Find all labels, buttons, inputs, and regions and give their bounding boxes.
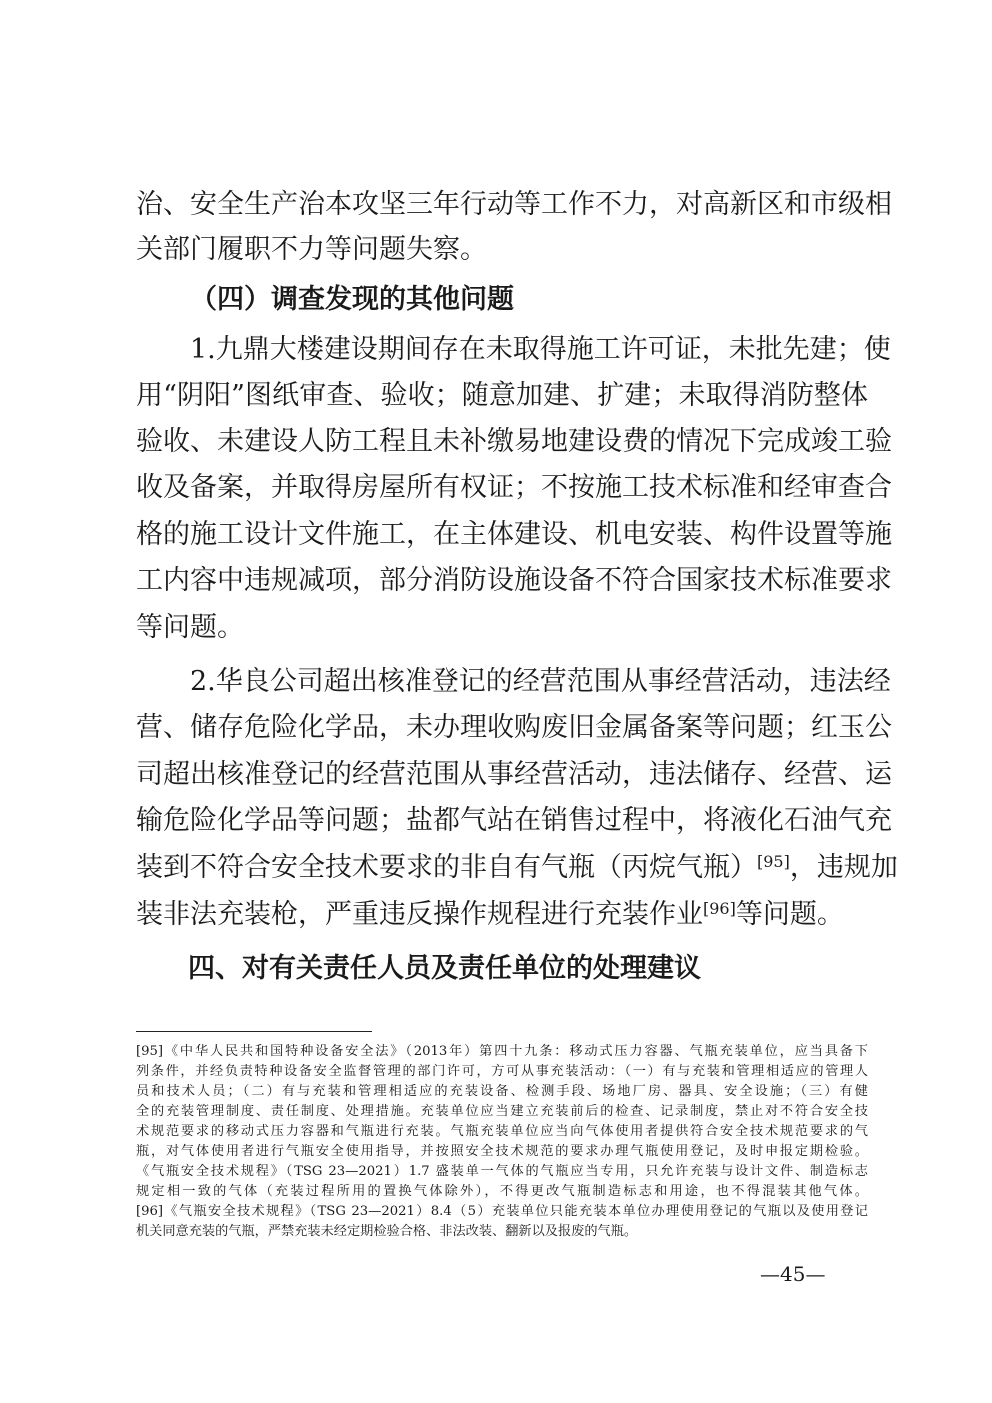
footnote-line: 《气瓶安全技术规程》（TSG 23—2021）1.7 盛装单一气体的气瓶应当专用，只允许充装与设计文件、制造标志 <box>136 1164 868 1179</box>
paragraph-1-line: 收及备案，并取得房屋所有权证；不按施工技术标准和经审查合 <box>136 472 892 503</box>
subheading: （四）调查发现的其他问题 <box>190 284 514 315</box>
paragraph-1-line: 格的施工设计文件施工，在主体建设、机电安装、构件设置等施 <box>136 519 892 550</box>
text-segment: 装非法充装枪，严重违反操作规程进行充装作业 <box>136 899 703 930</box>
paragraph-1-line: 工内容中违规减项，部分消防设施设备不符合国家技术标准要求 <box>136 565 892 596</box>
section-heading: 四、对有关责任人员及责任单位的处理建议 <box>188 953 701 984</box>
footnote-ref-96: [96] <box>703 899 736 918</box>
paragraph-2-line: 2.华良公司超出核准登记的经营范围从事经营活动，违法经 <box>190 666 891 697</box>
footnote-line: 机关同意充装的气瓶，严禁充装未经定期检验合格、非法改装、翻新以及报废的气瓶。 <box>136 1224 638 1239</box>
paragraph-2-line: 输危险化学品等问题；盐都气站在销售过程中，将液化石油气充 <box>136 805 892 836</box>
paragraph-1-line: 验收、未建设人防工程且未补缴易地建设费的情况下完成竣工验 <box>136 426 892 457</box>
footnote-line: [96]《气瓶安全技术规程》（TSG 23—2021）8.4（5）充装单位只能充装本单位办理使用登记的气瓶以及使用登记 <box>136 1204 868 1219</box>
footnote-line: [95]《中华人民共和国特种设备安全法》（2013年）第四十九条：移动式压力容器、气瓶充装单位，应当具备下 <box>136 1044 868 1059</box>
paragraph-1-line: 用“阴阳”图纸审查、验收；随意加建、扩建；未取得消防整体 <box>136 380 868 411</box>
paragraph-2-line: 司超出核准登记的经营范围从事经营活动，违法储存、经营、运 <box>136 759 892 790</box>
body-text-line: 治、安全生产治本攻坚三年行动等工作不力，对高新区和市级相 <box>136 189 892 220</box>
footnote-line: 瓶，对气体使用者进行气瓶安全使用指导，并按照安全技术规范的要求办理气瓶使用登记，及时申报定期检验。 <box>136 1144 868 1159</box>
text-segment: 等问题。 <box>735 899 844 930</box>
paragraph-1-line: 1.九鼎大楼建设期间存在未取得施工许可证，未批先建；使 <box>190 334 891 365</box>
body-text-line: 关部门履职不力等问题失察。 <box>136 234 487 265</box>
text-segment: 装到不符合安全技术要求的非自有气瓶（丙烷气瓶） <box>136 852 757 883</box>
footnote-line: 术规范要求的移动式压力容器和气瓶进行充装。气瓶充装单位应当向气体使用者提供符合安全技术规范要求的气 <box>136 1124 868 1139</box>
paragraph-2-line <box>136 897 868 933</box>
text-segment: ，违规加 <box>789 852 898 883</box>
paragraph-1-line: 等问题。 <box>136 612 244 643</box>
paragraph-2-line <box>136 850 898 886</box>
footnote-ref-95: [95] <box>757 852 790 871</box>
footnote-line: 规定相一致的气体（充装过程所用的置换气体除外），不得更改气瓶制造标志和用途，也不得混装其他气体。 <box>136 1184 868 1199</box>
footnote-divider <box>136 1031 372 1032</box>
footnote-line: 列条件，并经负责特种设备安全监督管理的部门许可，方可从事充装活动：（一）有与充装和管理相适应的管理人 <box>136 1064 868 1079</box>
footnote-line: 全的充装管理制度、责任制度、处理措施。充装单位应当建立充装前后的检查、记录制度，禁止对不符合安全技 <box>136 1104 868 1119</box>
page-number: —45— <box>760 1262 826 1286</box>
footnote-line: 员和技术人员；（二）有与充装和管理相适应的充装设备、检测手段、场地厂房、器具、安全设施；（三）有健 <box>136 1084 868 1099</box>
paragraph-2-line: 营、储存危险化学品，未办理收购废旧金属备案等问题；红玉公 <box>136 712 892 743</box>
